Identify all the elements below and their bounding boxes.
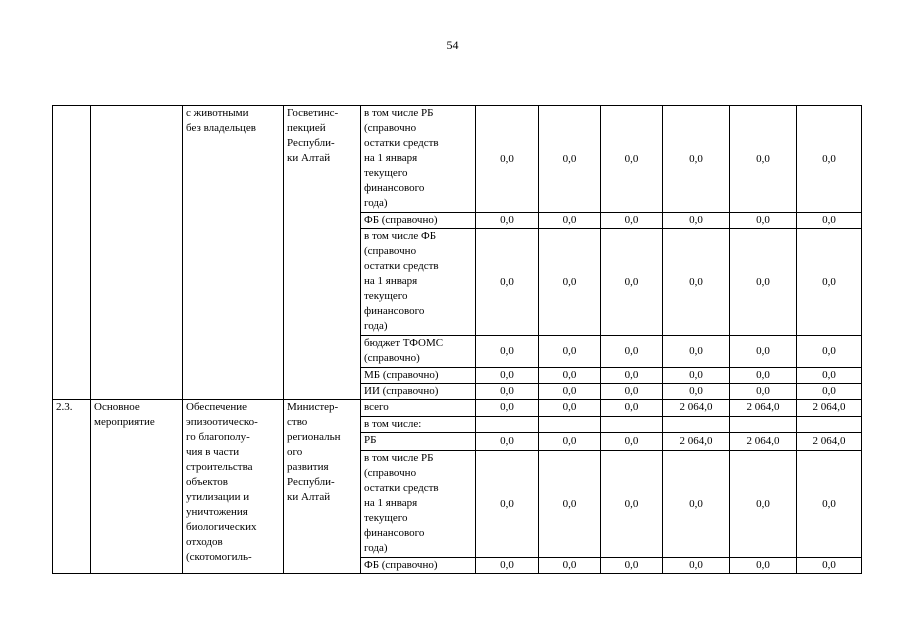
value-cell: 0,0	[663, 213, 730, 229]
value-cell: 0,0	[476, 336, 539, 368]
value-cell: 0,0	[601, 400, 663, 417]
value-cell: 2 064,0	[797, 400, 862, 417]
value-cell: 0,0	[476, 384, 539, 400]
type-cell	[91, 106, 183, 400]
value-cell: 0,0	[539, 451, 601, 558]
value-cell: 0,0	[476, 229, 539, 336]
value-cell: 0,0	[730, 106, 797, 213]
source-label-cell: в том числе РБ (справочно остатки средств на 1 января текущего финансового года)	[361, 106, 476, 213]
value-cell: 2 064,0	[797, 433, 862, 451]
value-cell: 2 064,0	[663, 400, 730, 417]
value-cell: 0,0	[730, 451, 797, 558]
page-number: 54	[446, 38, 459, 52]
value-cell: 0,0	[539, 229, 601, 336]
value-cell: 0,0	[601, 106, 663, 213]
source-label-cell: ФБ (справочно)	[361, 558, 476, 574]
source-label-cell: бюджет ТФОМС (справочно)	[361, 336, 476, 368]
value-cell: 0,0	[539, 400, 601, 417]
value-cell: 0,0	[476, 368, 539, 384]
budget-table	[52, 105, 862, 574]
value-cell	[663, 417, 730, 433]
value-cell: 0,0	[797, 368, 862, 384]
value-cell: 0,0	[797, 229, 862, 336]
source-label-cell: МБ (справочно)	[361, 368, 476, 384]
value-cell	[601, 417, 663, 433]
value-cell: 0,0	[601, 558, 663, 574]
measure-name-cell: Обеспечение эпизоотическо- го благополу- чия в части строительства объектов утилизации и уничтожения биологических отходов (скотомогиль-	[183, 400, 284, 574]
value-cell: 0,0	[476, 558, 539, 574]
value-cell: 0,0	[797, 558, 862, 574]
value-cell: 0,0	[797, 336, 862, 368]
value-cell: 0,0	[730, 368, 797, 384]
table-row	[53, 106, 862, 213]
value-cell: 0,0	[539, 213, 601, 229]
value-cell: 0,0	[601, 433, 663, 451]
executor-cell: Министер- ство региональн ого развития Республи- ки Алтай	[284, 400, 361, 574]
source-label-cell: в том числе РБ (справочно остатки средств на 1 января текущего финансового года)	[361, 451, 476, 558]
source-label-cell: в том числе ФБ (справочно остатки средств на 1 января текущего финансового года)	[361, 229, 476, 336]
value-cell: 0,0	[539, 558, 601, 574]
value-cell: 0,0	[601, 368, 663, 384]
value-cell: 0,0	[476, 106, 539, 213]
value-cell: 2 064,0	[663, 433, 730, 451]
number-cell	[53, 106, 91, 400]
type-cell: Основное мероприятие	[91, 400, 183, 574]
source-label-cell: РБ	[361, 433, 476, 451]
value-cell: 0,0	[663, 106, 730, 213]
value-cell: 0,0	[601, 384, 663, 400]
value-cell: 0,0	[730, 213, 797, 229]
value-cell: 2 064,0	[730, 433, 797, 451]
value-cell: 0,0	[730, 229, 797, 336]
value-cell: 0,0	[663, 384, 730, 400]
value-cell: 0,0	[539, 384, 601, 400]
value-cell: 0,0	[730, 384, 797, 400]
value-cell: 0,0	[730, 558, 797, 574]
value-cell: 0,0	[601, 229, 663, 336]
value-cell	[476, 417, 539, 433]
value-cell: 0,0	[476, 400, 539, 417]
value-cell: 0,0	[797, 384, 862, 400]
value-cell: 0,0	[476, 451, 539, 558]
source-label-cell: ИИ (справочно)	[361, 384, 476, 400]
value-cell: 0,0	[797, 213, 862, 229]
value-cell	[730, 417, 797, 433]
value-cell: 0,0	[663, 336, 730, 368]
value-cell: 2 064,0	[730, 400, 797, 417]
source-label-cell: ФБ (справочно)	[361, 213, 476, 229]
value-cell: 0,0	[663, 368, 730, 384]
value-cell: 0,0	[539, 106, 601, 213]
value-cell: 0,0	[539, 336, 601, 368]
value-cell: 0,0	[601, 451, 663, 558]
value-cell: 0,0	[663, 451, 730, 558]
value-cell: 0,0	[797, 451, 862, 558]
source-label-cell: всего	[361, 400, 476, 417]
table-row	[53, 400, 862, 417]
value-cell: 0,0	[730, 336, 797, 368]
value-cell: 0,0	[601, 336, 663, 368]
value-cell: 0,0	[476, 213, 539, 229]
value-cell: 0,0	[476, 433, 539, 451]
value-cell	[539, 417, 601, 433]
value-cell: 0,0	[663, 558, 730, 574]
value-cell: 0,0	[539, 368, 601, 384]
number-cell: 2.3.	[53, 400, 91, 574]
value-cell: 0,0	[797, 106, 862, 213]
source-label-cell: в том числе:	[361, 417, 476, 433]
value-cell: 0,0	[663, 229, 730, 336]
value-cell: 0,0	[601, 213, 663, 229]
measure-name-cell: с животными без владельцев	[183, 106, 284, 400]
executor-cell: Госветинс- пекцией Республи- ки Алтай	[284, 106, 361, 400]
value-cell: 0,0	[539, 433, 601, 451]
value-cell	[797, 417, 862, 433]
